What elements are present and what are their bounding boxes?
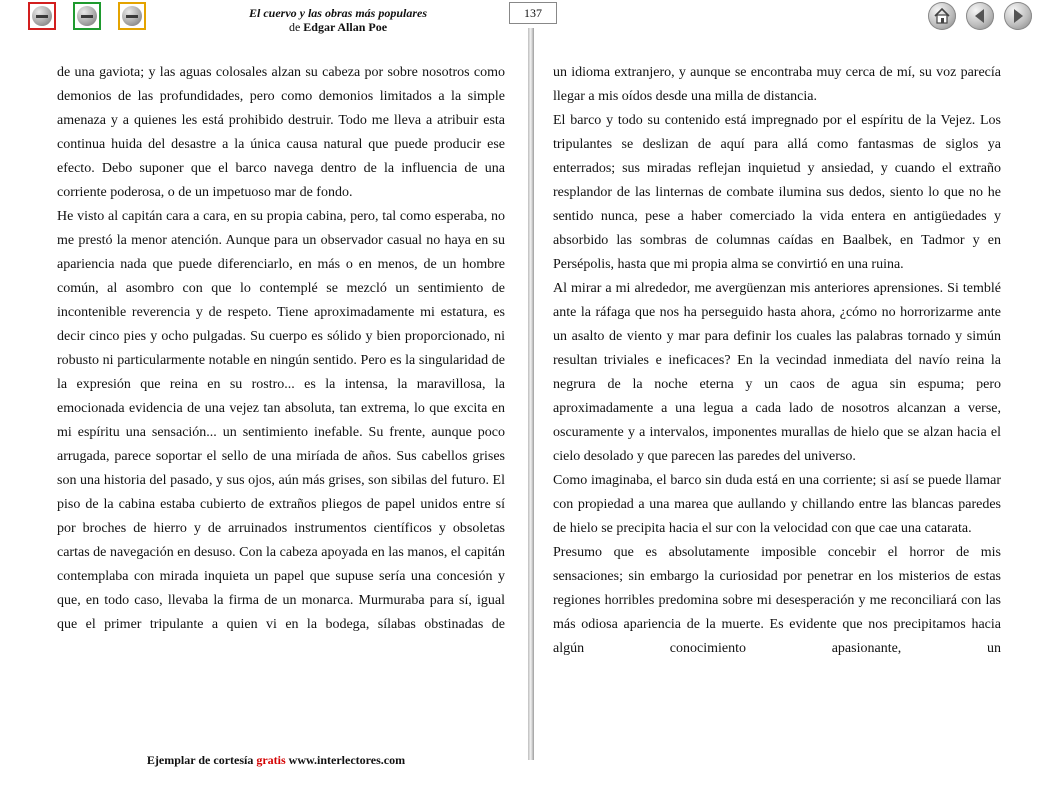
paragraph: Presumo que es absolutamente imposible concebir el horror de mis sensaciones; sin embargo la curiosidad por penetrar en los misterios de estas regiones horribles predomina sobre mi desesperación y me reconciliará con las más odiosa apariencia de la muerte. Es evidente que nos precipitamos hacia algún conocimiento apasionante, un [553, 545, 1001, 656]
author-line [230, 20, 446, 34]
paragraph: Al mirar a mi alrededor, me avergüenzan mis anteriores aprensiones. Si temblé ante la ráfaga que nos ha perseguido hasta ahora, ¿cómo no horrorizarme ante un asalto de viento y mar para definir los cuales las palabras tornado y simún resultan triviales e ineficaces? En la vecindad inmediata del navío reina la negrura de la noche eterna y un caos de agua sin espuma; pero aproximadamente a una legua a cada lado de nosotros alcanzan a verse, oscuramente y a intervalos, imponentes murallas de hielo que se alzan hacia el cielo desolado y que parecen las paredes del universo. [553, 281, 1001, 464]
footer-gratis: gratis [256, 753, 286, 767]
arrow-left-icon [970, 6, 990, 26]
author-prefix: de [288, 20, 301, 34]
left-page-text [57, 61, 505, 637]
home-button[interactable] [928, 2, 956, 30]
footer-prefix: Ejemplar de cortesía [146, 753, 254, 767]
right-page-text [553, 61, 1001, 661]
footer-link[interactable]: www.interlectores.com [288, 753, 406, 767]
previous-page-button[interactable] [966, 2, 994, 30]
toolbar-button-yellow[interactable] [118, 2, 146, 30]
minus-icon [77, 6, 97, 26]
footer [120, 753, 432, 768]
arrow-right-icon [1008, 6, 1028, 26]
next-page-button[interactable] [1004, 2, 1032, 30]
paragraph: de una gaviota; y las aguas colosales alzan su cabeza por sobre nosotros como demonios de las profundidades, pero como demonios limitados a la simple amenaza y a quienes les está prohibido destruir. Todo me lleva a atribuir esta continua huida del desastre a la única causa natural que puede producir ese efecto. Debo suponer que el barco navega dentro de la influencia de una corriente poderosa, o de un impetuoso mar de fondo. [57, 65, 505, 200]
author-name: Edgar Allan Poe [303, 20, 388, 34]
book-spine [528, 28, 534, 760]
book-header [230, 6, 446, 34]
book-title: El cuervo y las obras más populares [248, 6, 427, 20]
paragraph: He visto al capitán cara a cara, en su propia cabina, pero, tal como esperaba, no me prestó la menor atención. Aunque para un observador casual no haya en su apariencia nada que puede diferenciarlo, en más o en menos, de un hombre común, al asombro con que lo contemplé se mezcló un sentimiento de incontenible reverencia y de respeto. Tiene aproximadamente mi estatura, es decir cinco pies y ocho pulgadas. Su cuerpo es sólido y bien proporcionado, ni robusto ni particularmente notable en ningún sentido. Pero es la singularidad de la expresión que reina en su rostro... es la intensa, la maravillosa, la emocionada evidencia de una vejez tan absoluta, tan extrema, lo que excita en mi espíritu una sensación... un sentimiento inefable. Su frente, aunque poco arrugada, parece soportar el sello de una miríada de años. Sus cabellos grises son una historia del pasado, y sus ojos, aún más grises, son sibilas del futuro. El piso de la cabina estaba cubierto de extraños pliegos de papel unidos entre sí por broches de hierro y de arruinados instrumentos científicos y obsoletas cartas de navegación en desuso. Con la cabeza apoyada en las manos, el capitán contemplaba con mirada inquieta un papel que supuse sería una concesión y que, en todo caso, llevaba la firma de un monarca. Murmuraba para sí, igual que el primer tripulante a quien vi en la bodega, sílabas obstinadas de [57, 209, 505, 632]
toolbar-button-green[interactable] [73, 2, 101, 30]
paragraph: Como imaginaba, el barco sin duda está en una corriente; si así se puede llamar con propiedad a una marea que aullando y chillando entre las blancas paredes de hielo se precipita hacia el sur con la velocidad con que cae una catarata. [553, 473, 1001, 536]
minus-icon [122, 6, 142, 26]
page-number[interactable]: 137 [509, 2, 557, 24]
toolbar-button-red[interactable] [28, 2, 56, 30]
paragraph: un idioma extranjero, y aunque se encontraba muy cerca de mí, su voz parecía llegar a mis oídos desde una milla de distancia. [553, 65, 1001, 104]
minus-icon [32, 6, 52, 26]
paragraph: El barco y todo su contenido está impregnado por el espíritu de la Vejez. Los tripulantes se deslizan de aquí para allá como fantasmas de siglos ya enterrados; sus miradas reflejan inquietud y ansiedad, y cuando el extraño resplandor de las linternas de combate ilumina sus dedos, siento lo que no he sentido nunca, pese a haber comerciado la vida entera en antigüedades y absorbido las sombras de columnas caídas en Baalbek, en Tadmor y en Persépolis, hasta que mi propia alma se convirtió en una ruina. [553, 113, 1001, 272]
home-icon [932, 6, 952, 26]
